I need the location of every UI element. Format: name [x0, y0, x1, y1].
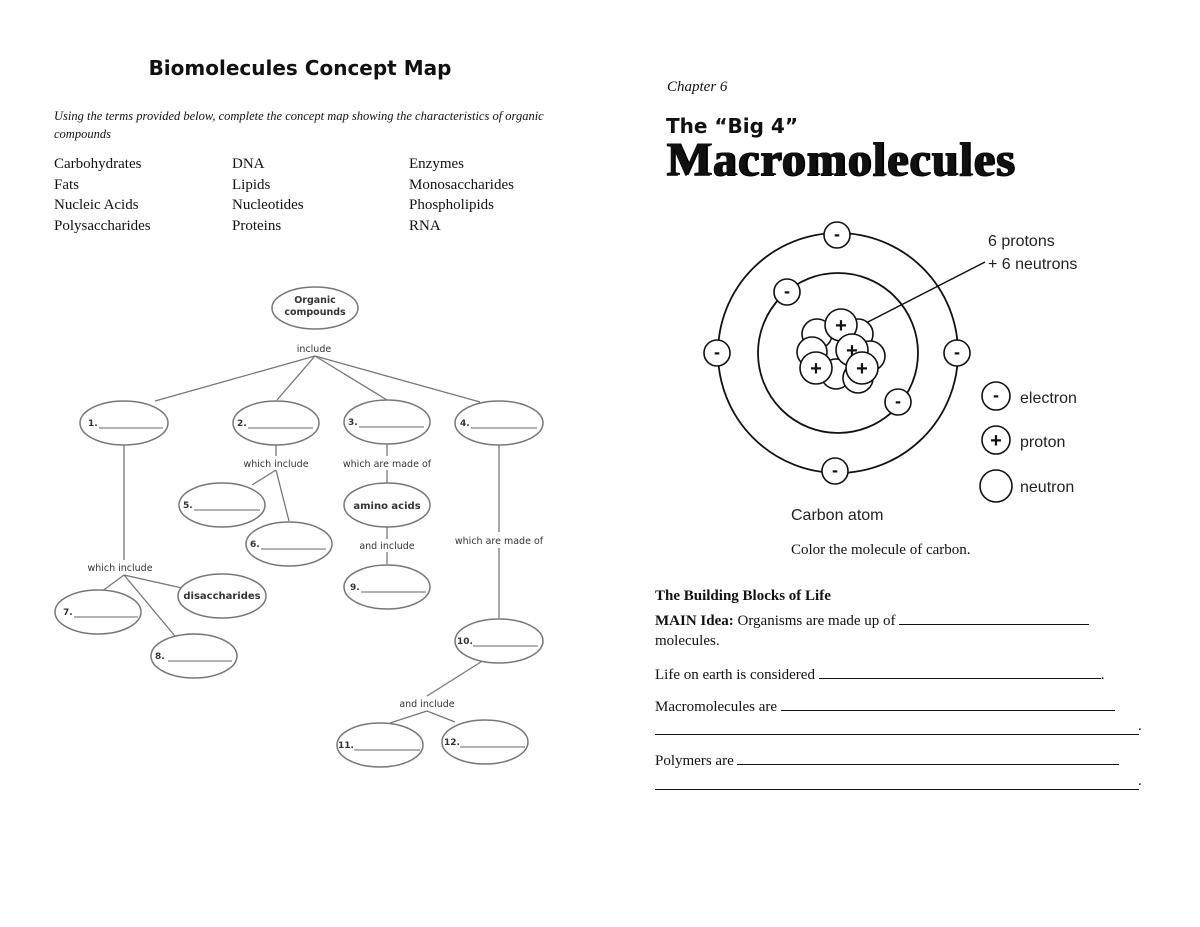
link-label-which-are-made-of: which are made of: [454, 536, 544, 547]
electron-minus: -: [895, 391, 901, 411]
svg-text:8.: 8.: [155, 652, 165, 662]
svg-text:3.: 3.: [348, 418, 358, 428]
svg-text:10.: 10.: [457, 637, 473, 647]
section-title: The Building Blocks of Life: [655, 588, 831, 604]
worksheet-title: Biomolecules Concept Map: [148, 56, 452, 80]
answer-blank[interactable]: [655, 775, 1139, 790]
term: Proteins: [232, 217, 282, 234]
link-label-which-are-made-of: which are made of: [342, 459, 432, 470]
blank-node-1: [80, 401, 168, 445]
svg-text:5.: 5.: [183, 501, 193, 511]
polymers-line: [655, 750, 1119, 770]
blank-node-10: [455, 619, 543, 663]
link-label-and-include: and include: [359, 541, 415, 552]
answer-blank[interactable]: [899, 610, 1089, 625]
svg-text:7.: 7.: [63, 608, 73, 618]
blank-node-6: [246, 522, 332, 566]
link-label-which-include: which include: [87, 563, 153, 574]
blank-node-4: [455, 401, 543, 445]
main-idea-text: Organisms are made up of: [733, 613, 896, 629]
proton-plus: +: [810, 358, 822, 380]
term: Enzymes: [409, 156, 464, 172]
answer-blank[interactable]: [737, 750, 1119, 765]
page-title: Macromolecules: [666, 133, 1015, 186]
legend: [980, 382, 1077, 502]
legend-proton-plus: +: [990, 430, 1002, 452]
legend-electron-label: electron: [1020, 390, 1077, 407]
period: .: [1138, 718, 1142, 734]
link-label-which-include: which include: [243, 459, 309, 470]
term-column-3: [409, 154, 514, 236]
term: Lipids: [232, 176, 271, 193]
svg-text:6.: 6.: [250, 540, 260, 550]
link-label-include: include: [296, 344, 332, 355]
blank-node-12: [442, 720, 528, 764]
blank-node-11: [337, 723, 423, 767]
blank-node-2: [233, 401, 319, 445]
svg-text:9.: 9.: [350, 583, 360, 593]
pointer-line: [862, 262, 985, 325]
root-node-label-line2: compounds: [284, 307, 346, 318]
root-node-label-line1: Organic: [294, 295, 336, 306]
proton-plus: +: [846, 340, 858, 362]
electron-minus: -: [954, 342, 960, 362]
proton-plus: +: [856, 358, 868, 380]
svg-text:11.: 11.: [338, 741, 354, 751]
polymers-prompt: Polymers are: [655, 753, 734, 769]
chapter-label: Chapter 6: [667, 79, 728, 95]
proton-plus: +: [835, 315, 847, 337]
answer-blank[interactable]: [819, 664, 1101, 679]
term: Nucleic Acids: [54, 197, 139, 213]
term: Monosaccharides: [409, 176, 514, 193]
svg-text:2.: 2.: [237, 419, 247, 429]
term: Polysaccharides: [54, 217, 151, 234]
term: Phospholipids: [409, 197, 495, 213]
blank-node-9: [344, 565, 430, 609]
term-column-2: [232, 154, 304, 236]
legend-proton-label: proton: [1020, 434, 1066, 451]
term: Carbohydrates: [54, 156, 142, 172]
protons-label: 6 protons: [988, 233, 1055, 250]
macromolecules-prompt: Macromolecules are: [655, 699, 778, 715]
blank-node-7: [55, 590, 141, 634]
electron-minus: -: [834, 224, 840, 244]
legend-neutron-label: neutron: [1020, 479, 1075, 496]
answer-blank[interactable]: [655, 720, 1139, 735]
atom-caption: Carbon atom: [791, 507, 884, 524]
subtitle: The “Big 4”: [666, 114, 798, 138]
electron-minus: -: [784, 281, 790, 301]
term: DNA: [232, 156, 265, 172]
main-idea-continued: molecules.: [655, 633, 720, 649]
life-on-earth-line: [655, 664, 1104, 684]
legend-electron-minus: -: [993, 385, 999, 405]
blank-node-5: [179, 483, 265, 527]
electron-minus: -: [832, 460, 838, 480]
blank-node-8: [151, 634, 237, 678]
carbon-atom-diagram: [690, 210, 1120, 530]
link-label-and-include: and include: [399, 699, 455, 710]
electron-minus: -: [714, 342, 720, 362]
macromolecules-line: [655, 696, 1115, 716]
amino-acids-node: [344, 483, 430, 527]
main-idea-line: [655, 610, 1089, 630]
svg-text:1.: 1.: [88, 419, 98, 429]
svg-text:amino acids: amino acids: [353, 501, 421, 512]
color-instruction: Color the molecule of carbon.: [791, 542, 971, 558]
period: .: [1100, 667, 1105, 683]
term: RNA: [409, 217, 441, 234]
blank-node-3: [344, 400, 430, 444]
svg-text:disaccharides: disaccharides: [183, 591, 261, 602]
svg-text:12.: 12.: [444, 738, 460, 748]
life-on-earth-prompt: Life on earth is considered: [655, 667, 815, 683]
period: .: [1138, 773, 1142, 789]
neutrons-label: + 6 neutrons: [988, 256, 1078, 273]
legend-neutron-symbol: [980, 470, 1012, 502]
disaccharides-node: [178, 574, 266, 618]
term-column-1: [54, 154, 151, 236]
term: Nucleotides: [232, 197, 304, 213]
concept-map: [0, 270, 600, 790]
instructions: Using the terms provided below, complete the concept map showing the characteristics of organic compounds: [54, 109, 544, 141]
term: Fats: [54, 176, 80, 193]
main-idea-label: MAIN Idea:: [655, 613, 734, 629]
svg-text:4.: 4.: [460, 419, 470, 429]
answer-blank[interactable]: [781, 696, 1115, 711]
